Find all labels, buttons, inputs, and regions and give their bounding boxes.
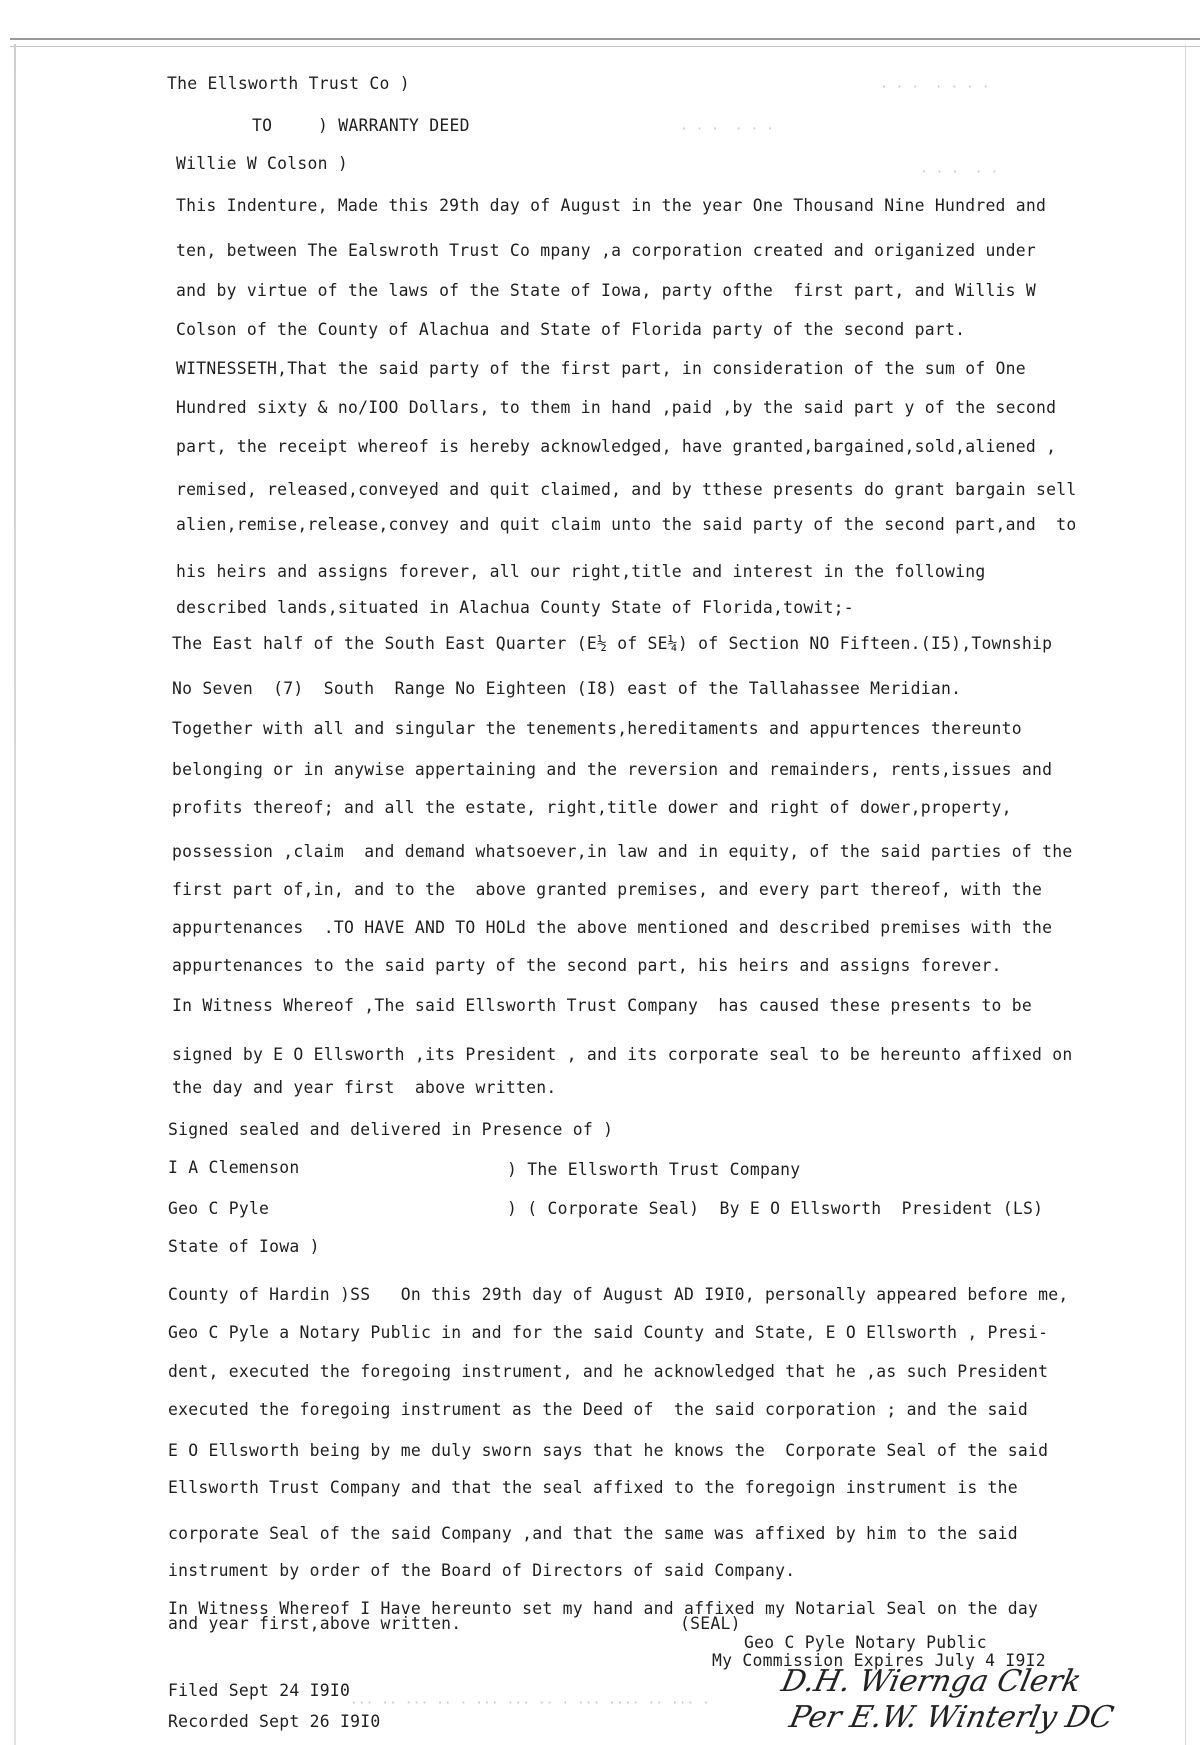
body-line: ten, between The Ealswroth Trust Co mpany ,a corporation created and origanized under	[176, 241, 1037, 260]
body-line: remised, released,conveyed and quit claimed, and by tthese presents do grant bargain sell	[176, 480, 1077, 499]
bleed-through-mark: ··· ·· ··· ·· · ··· ··· ·· · ··· ···· ·· ··· ·	[350, 1696, 711, 1711]
notarial-seal: (SEAL)	[680, 1614, 741, 1633]
body-line: his heirs and assigns forever, all our right,title and interest in the following	[176, 562, 986, 581]
body-line: appurtenances .TO HAVE AND TO HOLd the above mentioned and described premises with the	[172, 918, 1053, 937]
corporate-seal-line: ) ( Corporate Seal) By E O Ellsworth President (LS)	[507, 1199, 1044, 1218]
grantee-line: Willie W Colson )	[176, 154, 349, 173]
body-line: the day and year first above written.	[172, 1078, 557, 1097]
body-line: and by virtue of the laws of the State of Iowa, party ofthe first part, and Willis W	[176, 281, 1037, 300]
body-line: described lands,situated in Alachua County State of Florida,towit;-	[176, 598, 854, 617]
body-line: appurtenances to the said party of the second part, his heirs and assigns forever.	[172, 956, 1002, 975]
clerk-signature: D.H. Wiernga Clerk	[778, 1664, 1085, 1699]
acknowledgment-line: executed the foregoing instrument as the Deed of the said corporation ; and the said	[168, 1400, 1029, 1419]
acknowledgment-line: dent, executed the foregoing instrument, and he acknowledged that he ,as such President	[168, 1362, 1049, 1381]
bleed-through-mark: · · · · · ·	[680, 122, 774, 137]
company-signature-line: ) The Ellsworth Trust Company	[507, 1160, 801, 1179]
body-line: Hundred sixty & no/IOO Dollars, to them in hand ,paid ,by the said part y of the second	[176, 398, 1057, 417]
notary-witness-line: and year first,above written.	[168, 1614, 462, 1633]
body-line: profits thereof; and all the estate, right,title dower and right of dower,property,	[172, 798, 1012, 817]
acknowledgment-line: County of Hardin )SS On this 29th day of August AD I9I0, personally appeared before me,	[168, 1285, 1069, 1304]
recorded-date: Recorded Sept 26 I9I0	[168, 1712, 381, 1731]
notary-witness-line: In Witness Whereof I Have hereunto set my hand and affixed my Notarial Seal on the day	[168, 1599, 1039, 1618]
body-line: belonging or in anywise appertaining and the reversion and remainders, rents,issues and	[172, 760, 1053, 779]
presence-line: Signed sealed and delivered in Presence of )	[168, 1120, 614, 1139]
body-line: signed by E O Ellsworth ,its President , and its corporate seal to be hereunto affixed on	[172, 1045, 1073, 1064]
deputy-clerk-signature: Per E.W. Winterly DC	[786, 1700, 1117, 1735]
filed-date: Filed Sept 24 I9I0	[168, 1681, 351, 1700]
acknowledgment-line: instrument by order of the Board of Directors of said Company.	[168, 1561, 796, 1580]
bleed-through-mark: · · · · · · ·	[880, 80, 990, 95]
body-line: This Indenture, Made this 29th day of August in the year One Thousand Nine Hundred and	[176, 196, 1047, 215]
notary-commission: My Commission Expires July 4 I9I2	[712, 1651, 1046, 1670]
page-top-edge	[10, 38, 1200, 47]
grantor-line: The Ellsworth Trust Co )	[167, 74, 410, 93]
body-line: WITNESSETH,That the said party of the first part, in consideration of the sum of One	[176, 359, 1026, 378]
page-right-edge	[1185, 44, 1186, 1745]
acknowledgment-line: E O Ellsworth being by me duly sworn says that he knows the Corporate Seal of the said	[168, 1441, 1049, 1460]
witness-name: I A Clemenson	[168, 1158, 300, 1177]
body-line: Together with all and singular the tenements,hereditaments and appurtences thereunto	[172, 719, 1022, 738]
witness-name: Geo C Pyle	[168, 1199, 270, 1218]
acknowledgment-state: State of Iowa )	[168, 1237, 320, 1256]
page-left-edge	[14, 44, 16, 1745]
acknowledgment-line: Geo C Pyle a Notary Public in and for the said County and State, E O Ellsworth , Presi-	[168, 1323, 1049, 1342]
body-line: alien,remise,release,convey and quit claim unto the said party of the second part,and to	[176, 515, 1077, 534]
body-line: possession ,claim and demand whatsoever,in law and in equity, of the said parties of the	[172, 842, 1073, 861]
legal-description-line: No Seven (7) South Range No Eighteen (I8) east of the Tallahassee Meridian.	[172, 679, 962, 698]
deed-type: ) WARRANTY DEED	[318, 116, 470, 135]
to-label: TO	[252, 116, 273, 135]
acknowledgment-line: corporate Seal of the said Company ,and that the same was affixed by him to the said	[168, 1524, 1018, 1543]
body-line: part, the receipt whereof is hereby acknowledged, have granted,bargained,sold,aliened ,	[176, 437, 1057, 456]
legal-description-line: The East half of the South East Quarter (E½ of SE¼) of Section NO Fifteen.(I5),Township	[172, 634, 1053, 653]
acknowledgment-line: Ellsworth Trust Company and that the seal affixed to the foregoign instrument is the	[168, 1478, 1018, 1497]
body-line: Colson of the County of Alachua and State of Florida party of the second part.	[176, 320, 966, 339]
body-line: first part of,in, and to the above granted premises, and every part thereof, with the	[172, 880, 1043, 899]
notary-name: Geo C Pyle Notary Public	[744, 1633, 987, 1652]
bleed-through-mark: · · · · ·	[920, 165, 999, 180]
body-line: In Witness Whereof ,The said Ellsworth Trust Company has caused these presents to be	[172, 996, 1033, 1015]
